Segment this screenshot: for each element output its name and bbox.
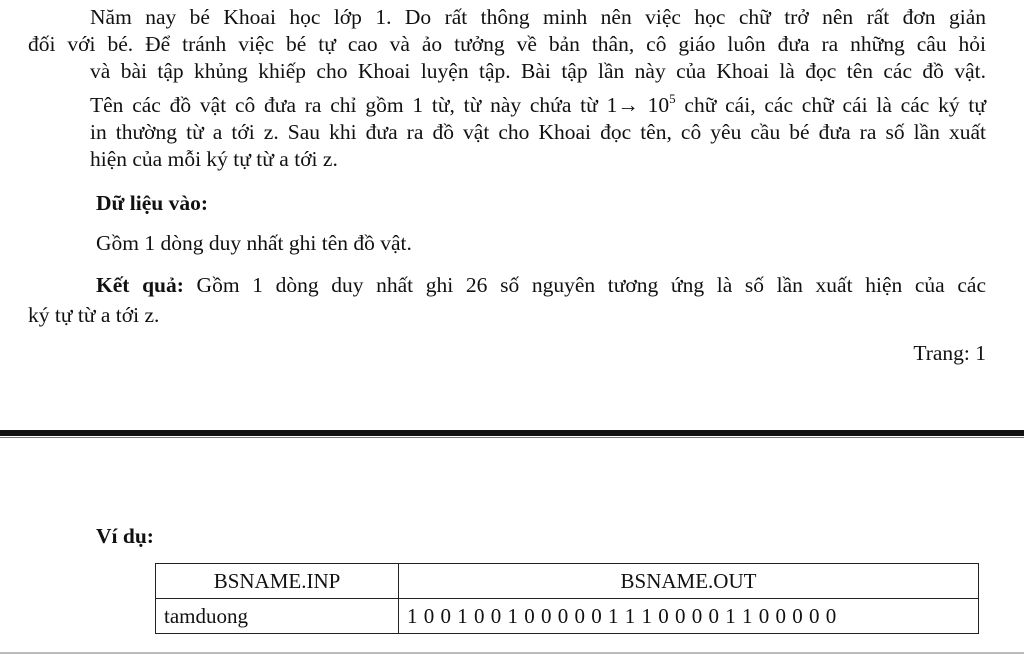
example-table-row	[156, 599, 979, 634]
exponent: 5	[669, 91, 676, 106]
statement-line-6: hiện của mỗi ký tự từ a tới z.	[90, 147, 338, 171]
page-break-divider	[0, 428, 1024, 440]
result-section	[28, 270, 986, 330]
example-table-header-row	[156, 564, 979, 599]
result-line-2: ký tự từ a tới z.	[28, 303, 160, 327]
statement-line-3: và bài tập khủng khiếp cho Khoai luyện tập. Bài tập lần này của Khoai là đọc tên các đồ vật.	[90, 59, 986, 83]
example-input-cell: tamduong	[156, 599, 399, 634]
page-break-thin-line	[0, 437, 1024, 438]
statement-line-2: đối với bé. Để tránh việc bé tự cao và ảo tưởng về bản thân, cô giáo luôn đưa ra những câu hỏi	[28, 32, 986, 56]
result-text: Gồm 1 dòng duy nhất ghi 26 số nguyên tương ứng là số lần xuất hiện của các	[183, 273, 986, 297]
statement-line-5: in thường từ a tới z. Sau khi đưa ra đồ vật cho Khoai đọc tên, cô yêu cầu bé đưa ra số lần xuất	[90, 120, 986, 144]
example-output-cell: 1 0 0 1 0 0 1 0 0 0 0 0 1 1 1 0 0 0 0 1 1 0 0 0 0 0	[399, 599, 979, 634]
statement-line-4-start: Tên các đồ vật cô đưa ra chỉ gồm 1 từ, từ này chứa từ 1→ 10	[90, 93, 670, 117]
input-section-title: Dữ liệu vào:	[96, 191, 209, 215]
statement-line-4-end: chữ cái, các chữ cái là các ký tự	[675, 93, 986, 117]
statement-line-1: Năm nay bé Khoai học lớp 1. Do rất thông minh nên việc học chữ trở nên rất đơn giản	[90, 5, 986, 29]
page-number: Trang: 1	[913, 341, 986, 365]
statement-line-4	[28, 85, 986, 119]
example-table	[155, 563, 979, 634]
example-title: Ví dụ:	[96, 524, 154, 548]
problem-statement	[28, 4, 986, 173]
page-bottom-edge	[0, 652, 1024, 654]
header-output-file: BSNAME.OUT	[399, 564, 979, 599]
result-line-1	[28, 270, 986, 300]
input-section-description: Gồm 1 dòng duy nhất ghi tên đồ vật.	[96, 231, 412, 255]
result-label: Kết quả:	[96, 273, 184, 297]
header-input-file: BSNAME.INP	[156, 564, 399, 599]
page-break-thick-line	[0, 430, 1024, 436]
